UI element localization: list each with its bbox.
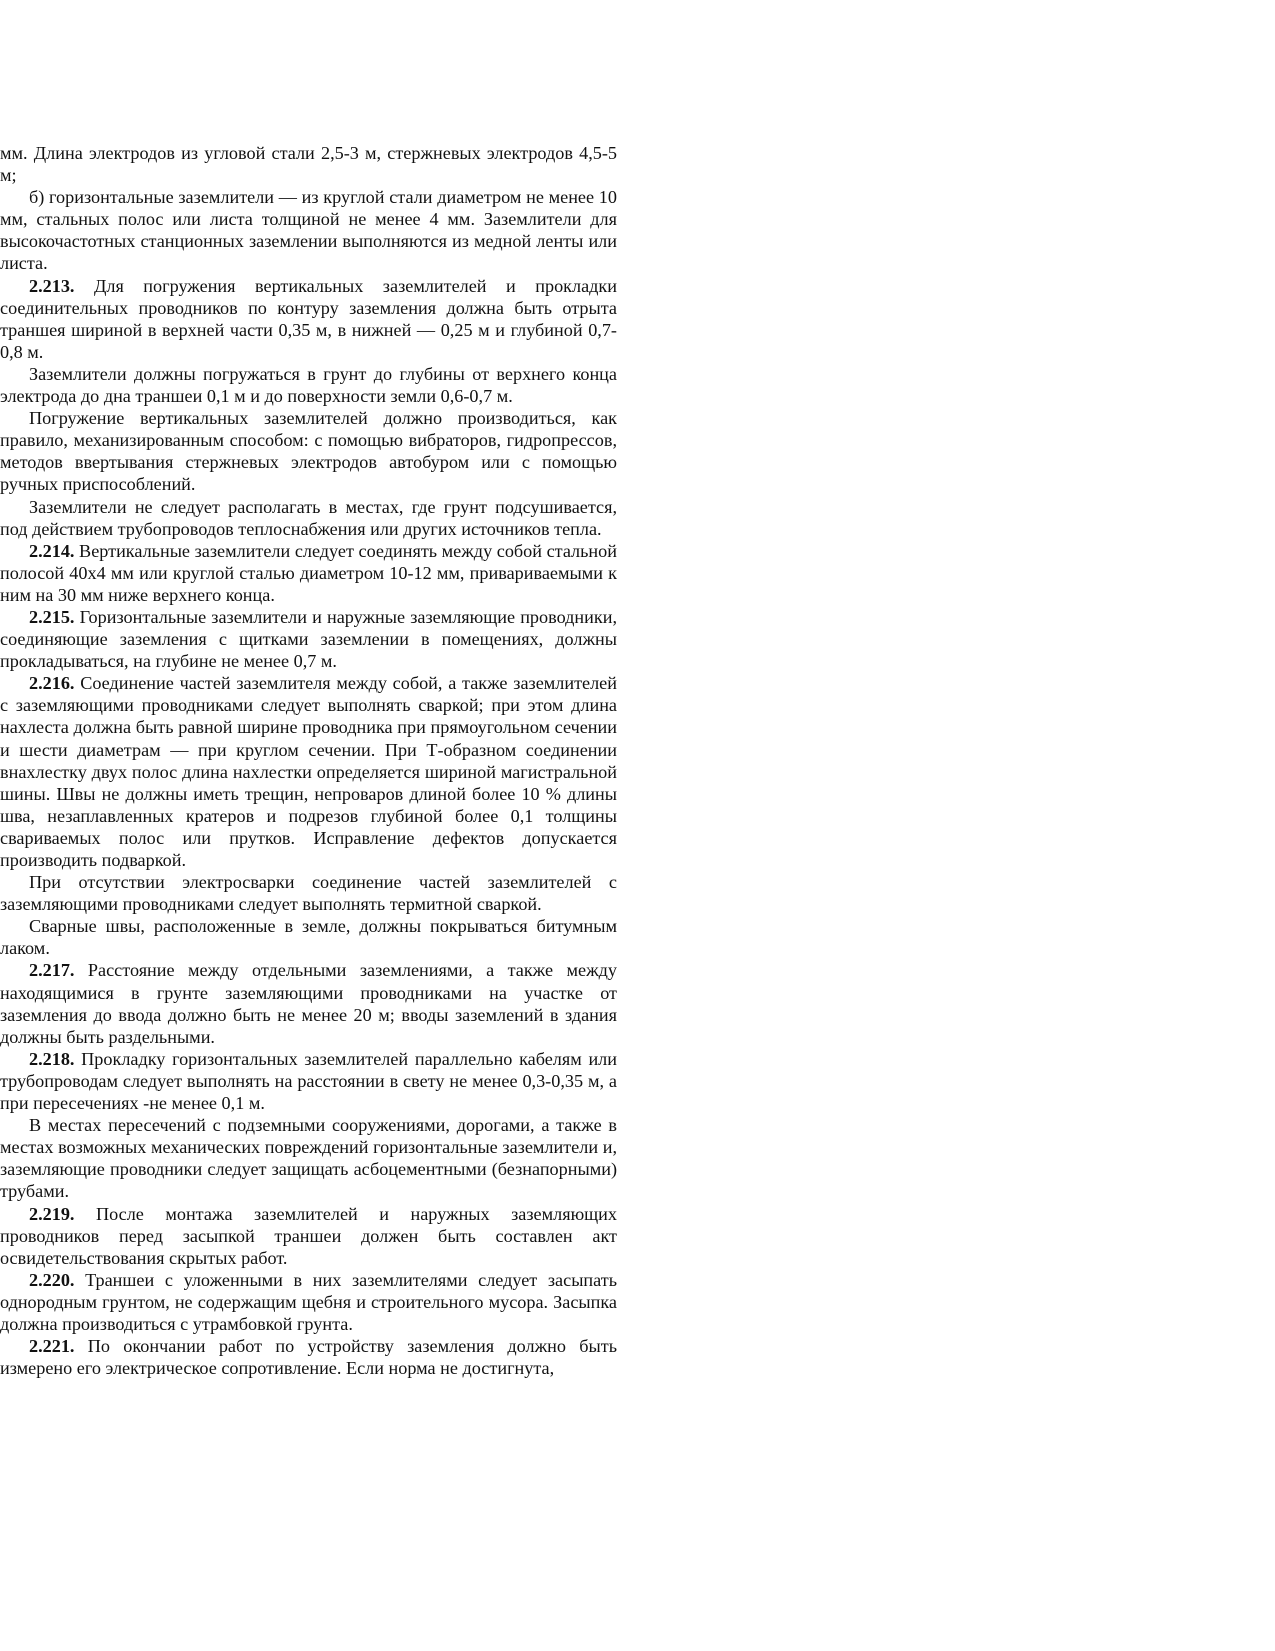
- paragraph: [0, 1203, 617, 1269]
- paragraph: [0, 540, 617, 606]
- paragraph-text: После монтажа заземлителей и наружных заземляющих проводников перед засыпкой траншеи должен быть составлен акт освидетельствования скрытых работ.: [0, 1203, 617, 1268]
- paragraph: [0, 1269, 617, 1335]
- document-body: [0, 142, 617, 1379]
- paragraph-text: Для погружения вертикальных заземлителей и прокладки соединительных проводников по контуру заземления должна быть отрыта траншея шириной в верхней части 0,35 м, в нижней — 0,25 м и глубиной 0,7-0,8 м.: [0, 275, 617, 362]
- paragraph-text: Траншеи с уложенными в них заземлителями следует засыпать однородным грунтом, не содержащим щебня и строительного мусора. Засыпка должна производиться с утрамбовкой грунта.: [0, 1269, 617, 1334]
- paragraph: [0, 186, 617, 274]
- section-number: 2.213.: [29, 275, 75, 296]
- paragraph: [0, 606, 617, 672]
- paragraph-text: Заземлители не следует располагать в местах, где грунт подсушивается, под действием трубопроводов теплоснабжения или других источников тепла.: [0, 496, 617, 539]
- paragraph: [0, 407, 617, 495]
- section-number: 2.218.: [29, 1048, 75, 1069]
- paragraph-text: б) горизонтальные заземлители — из круглой стали диаметром не менее 10 мм, стальных полос или листа толщиной не менее 4 мм. Заземлители для высокочастотных станционных заземлении выполняются из медной ленты или листа.: [0, 187, 617, 274]
- paragraph: [0, 959, 617, 1047]
- paragraph: [0, 915, 617, 959]
- paragraph-text: Сварные швы, расположенные в земле, должны покрываться битумным лаком.: [0, 916, 617, 959]
- paragraph: [0, 1335, 617, 1379]
- section-number: 2.217.: [29, 960, 75, 981]
- paragraph-text: Горизонтальные заземлители и наружные заземляющие проводники, соединяющие заземления с щитками заземлении в помещениях, должны прокладываться, на глубине не менее 0,7 м.: [0, 606, 617, 672]
- paragraph: [0, 496, 617, 540]
- section-number: 2.214.: [29, 540, 75, 561]
- paragraph: [0, 672, 617, 871]
- paragraph-text: Прокладку горизонтальных заземлителей параллельно кабелям или трубопроводам следует выполнять на расстоянии в свету не менее 0,3-0,35 м, а при пересечениях -не менее 0,1 м.: [0, 1048, 617, 1114]
- section-number: 2.219.: [29, 1203, 75, 1224]
- paragraph: [0, 142, 617, 186]
- section-number: 2.215.: [29, 606, 75, 627]
- paragraph: [0, 1114, 617, 1202]
- paragraph-text: По окончании работ по устройству заземления должно быть измерено его электрическое сопротивление. Если норма не достигнута,: [0, 1336, 617, 1379]
- section-number: 2.221.: [29, 1336, 75, 1357]
- paragraph-text: Соединение частей заземлителя между собой, а также заземлителей с заземляющими проводниками следует выполнять сваркой; при этом длина нахлеста должна быть равной ширине проводника при прямоугольном сечении и шести диаметрам — при круглом сечении. При Т-образном соединении внахлестку двух полос длина нахлестки определяется шириной магистральной шины. Швы не должны иметь трещин, непроваров длиной более 10 % длины шва, незаплавленных кратеров и подрезов глубиной более 0,1 толщины свариваемых полос или прутков. Исправление дефектов допускается производить подваркой.: [0, 673, 617, 870]
- paragraph-text: мм. Длина электродов из угловой стали 2,5-3 м, стержневых электродов 4,5-5 м;: [0, 143, 617, 186]
- section-number: 2.216.: [29, 673, 75, 694]
- paragraph: [0, 275, 617, 363]
- paragraph-text: Погружение вертикальных заземлителей должно производиться, как правило, механизированным способом: с помощью вибраторов, гидропрессов, методов ввертывания стержневых электродов автобуром или с помощью ручных приспособлений.: [0, 408, 617, 495]
- paragraph: [0, 1048, 617, 1114]
- paragraph-text: Вертикальные заземлители следует соединять между собой стальной полосой 40х4 мм или круглой сталью диаметром 10-12 мм, привариваемыми к ним на 30 мм ниже верхнего конца.: [0, 540, 617, 605]
- paragraph-text: В местах пересечений с подземными сооружениями, дорогами, а также в местах возможных механических повреждений горизонтальные заземлители и, заземляющие проводники следует защищать асбоцементными (безнапорными) трубами.: [0, 1115, 617, 1202]
- paragraph-text: Расстояние между отдельными заземлениями, а также между находящимися в грунте заземляющими проводниками на участке от заземления до ввода должно быть не менее 20 м; вводы заземлений в здания должны быть раздельными.: [0, 960, 617, 1047]
- paragraph-text: Заземлители должны погружаться в грунт до глубины от верхнего конца электрода до дна траншеи 0,1 м и до поверхности земли 0,6-0,7 м.: [0, 363, 617, 407]
- paragraph: [0, 871, 617, 915]
- section-number: 2.220.: [29, 1269, 75, 1290]
- paragraph-text: При отсутствии электросварки соединение частей заземлителей с заземляющими проводниками следует выполнять термитной сваркой.: [0, 872, 617, 915]
- paragraph: [0, 363, 617, 407]
